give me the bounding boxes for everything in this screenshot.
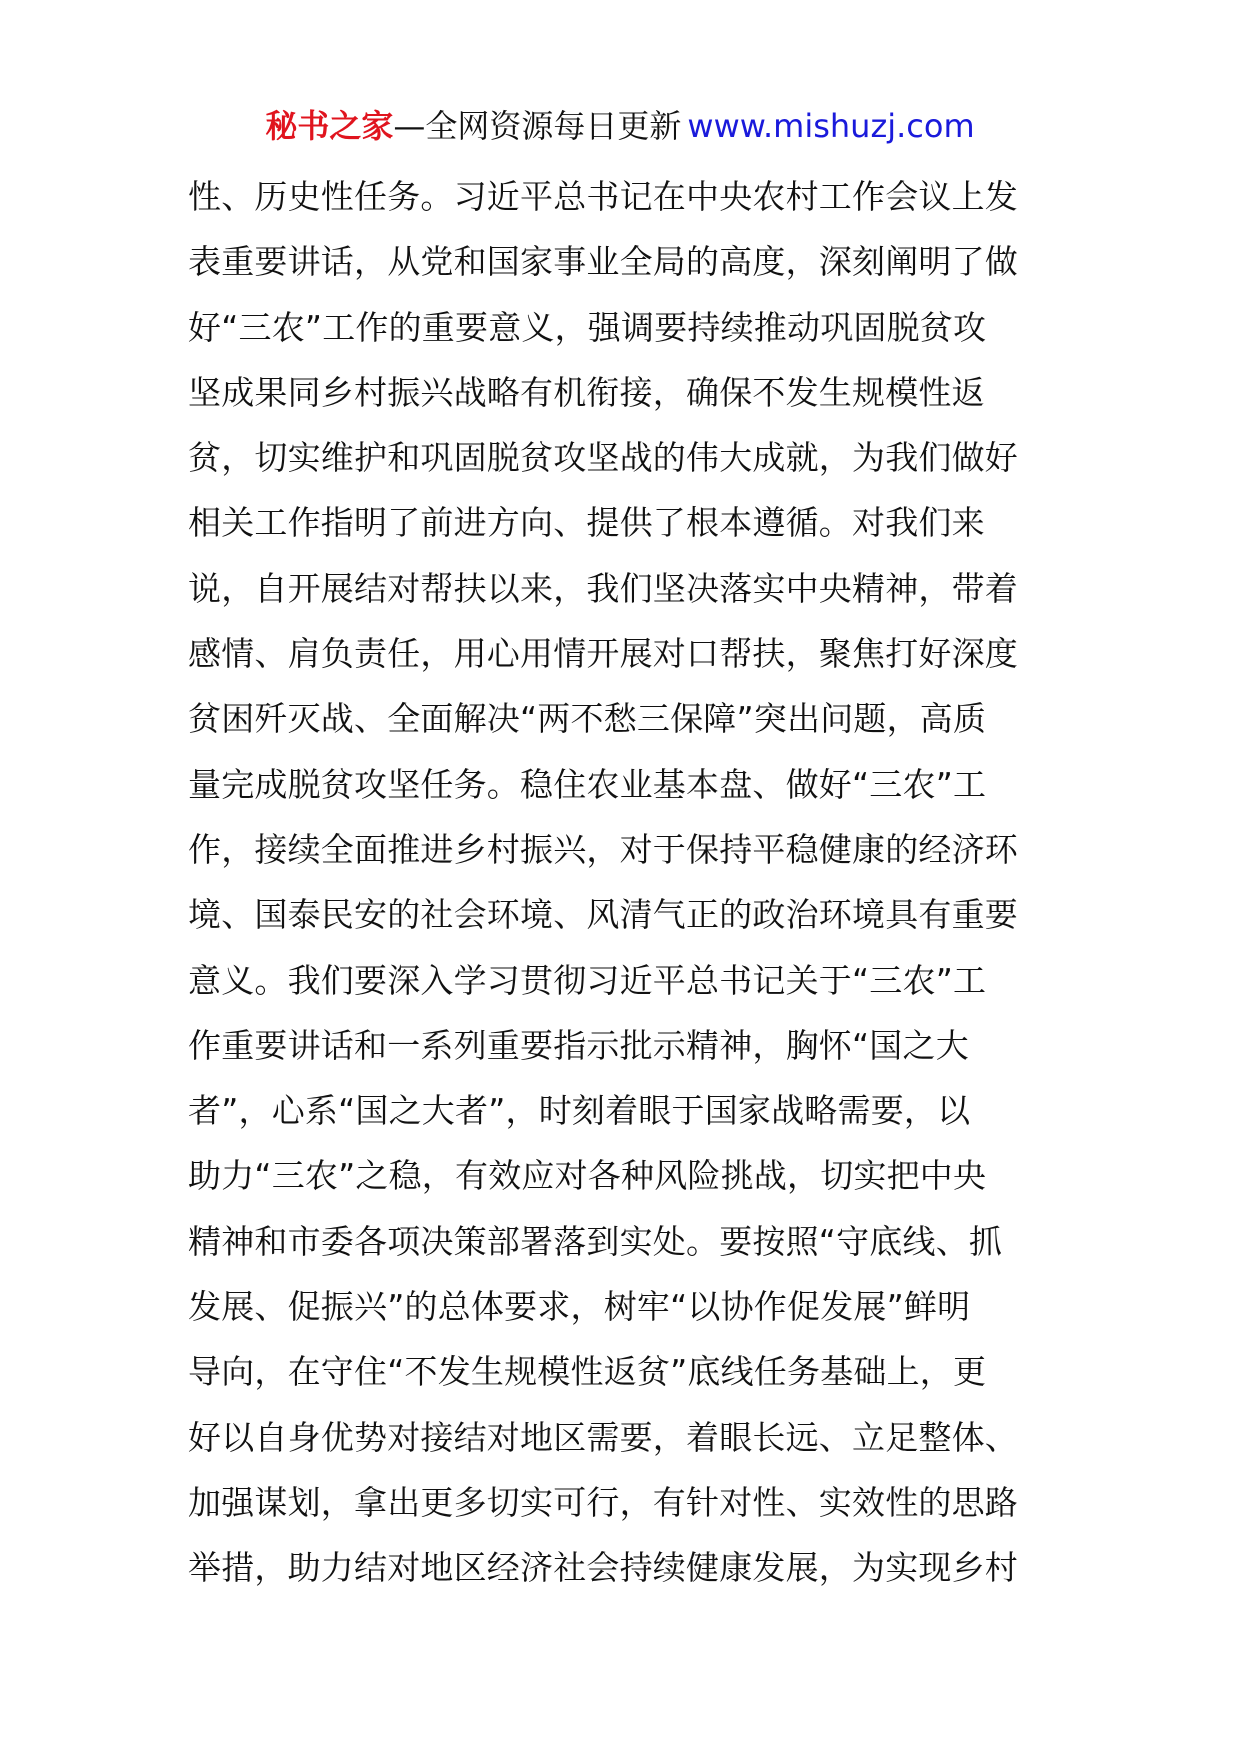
- text-line: 表重要讲话，从党和国家事业全局的高度，深刻阐明了做: [188, 242, 1018, 282]
- text-line: 坚成果同乡村振兴战略有机衔接，确保不发生规模性返: [188, 372, 985, 412]
- text-line: 精神和市委各项决策部署落到实处。要按照“守底线、抓: [188, 1221, 1003, 1261]
- text-line: 举措，助力结对地区经济社会持续健康发展，为实现乡村: [188, 1548, 1018, 1588]
- text-line: 贫困歼灭战、全面解决“两不愁三保障”突出问题，高质: [188, 699, 987, 739]
- text-line: 贫，切实维护和巩固脱贫攻坚战的伟大成就，为我们做好: [188, 438, 1018, 478]
- text-line: 作重要讲话和一系列重要指示批示精神，胸怀“国之大: [188, 1025, 969, 1065]
- site-url-link[interactable]: www.mishuzj.com: [687, 107, 975, 145]
- text-line: 发展、促振兴”的总体要求，树牢“以协作促发展”鲜明: [188, 1287, 971, 1327]
- document-body: [188, 164, 1058, 1601]
- text-line: 者”，心系“国之大者”，时刻着眼于国家战略需要，以: [188, 1091, 971, 1131]
- text-line: 量完成脱贫攻坚任务。稳住农业基本盘、做好“三农”工: [188, 764, 987, 804]
- text-line: 性、历史性任务。习近平总书记在中央农村工作会议上发: [188, 177, 1018, 216]
- site-header: [0, 104, 1240, 148]
- text-line: 作，接续全面推进乡村振兴，对于保持平稳健康的经济环: [188, 829, 1018, 869]
- text-line: 助力“三农”之稳，有效应对各种风险挑战，切实把中央: [188, 1156, 987, 1196]
- text-line: 相关工作指明了前进方向、提供了根本遵循。对我们来: [188, 503, 985, 543]
- text-line: 意义。我们要深入学习贯彻习近平总书记关于“三农”工: [188, 960, 987, 1000]
- text-line: 导向，在守住“不发生规模性返贫”底线任务基础上，更: [188, 1352, 987, 1392]
- site-tagline: —全网资源每日更新: [393, 107, 682, 145]
- text-line: 好“三农”工作的重要意义，强调要持续推动巩固脱贫攻: [188, 307, 987, 347]
- site-brand: 秘书之家: [265, 107, 394, 145]
- text-line: 加强谋划，拿出更多切实可行，有针对性、实效性的思路: [188, 1482, 1018, 1522]
- text-line: 说，自开展结对帮扶以来，我们坚决落实中央精神，带着: [188, 568, 1018, 608]
- text-line: 感情、肩负责任，用心用情开展对口帮扶，聚焦打好深度: [188, 634, 1018, 674]
- text-line: 境、国泰民安的社会环境、风清气正的政治环境具有重要: [188, 895, 1018, 935]
- text-line: 好以自身优势对接结对地区需要，着眼长远、立足整体、: [188, 1417, 1018, 1457]
